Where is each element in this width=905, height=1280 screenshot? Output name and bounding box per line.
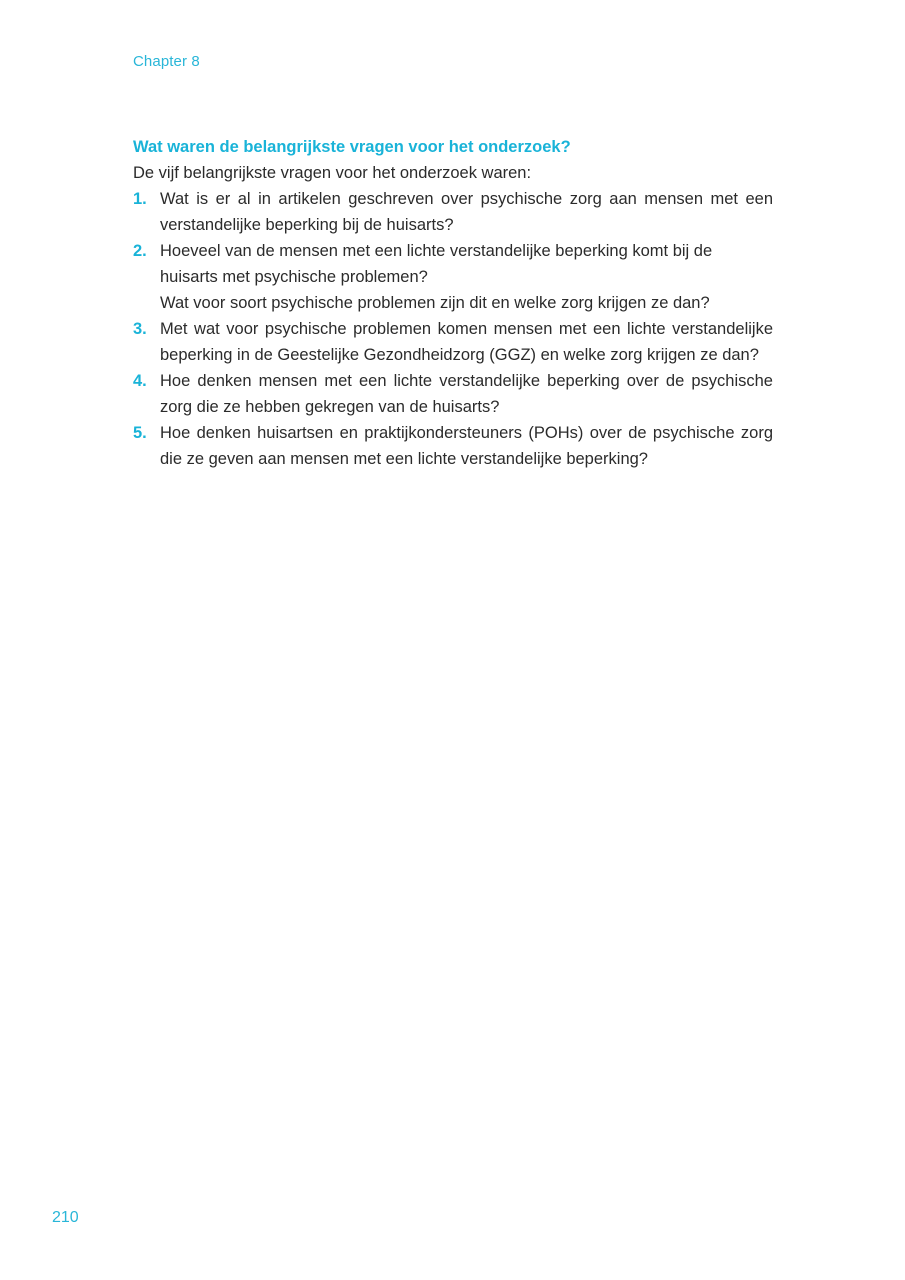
list-item-number: 1. [133,190,147,208]
list-item [133,186,773,238]
list-item-text: Wat is er al in artikelen geschreven over psychische zorg aan mensen met een verstandelijke beperking bij de huisarts? [160,190,773,234]
list-item [133,316,773,368]
running-header: Chapter 8 [133,53,200,70]
list-item-text: Hoe denken huisartsen en praktijkondersteuners (POHs) over de psychische zorg die ze geven aan mensen met een lichte verstandelijke beperking? [160,424,773,468]
intro-paragraph: De vijf belangrijkste vragen voor het onderzoek waren: [133,164,532,182]
list-item-number: 4. [133,372,147,390]
main-content [133,134,773,472]
list-item-text: Met wat voor psychische problemen komen mensen met een lichte verstandelijke beperking in de Geestelijke Gezondheidzorg (GGZ) en welke zorg krijgen ze dan? [160,320,773,364]
list-item-number: 3. [133,320,147,338]
list-item [133,238,773,316]
list-item-subtext: Wat voor soort psychische problemen zijn dit en welke zorg krijgen ze dan? [160,294,710,312]
page-number: 210 [52,1209,79,1226]
list-item-text: Hoe denken mensen met een lichte verstandelijke beperking over de psychische zorg die ze hebben gekregen van de huisarts? [160,372,773,416]
list-item-number: 5. [133,424,147,442]
list-item-number: 2. [133,242,147,260]
list-item-text: Hoeveel van de mensen met een lichte verstandelijke beperking komt bij de huisarts met psychische problemen? [160,242,713,286]
list-item [133,420,773,472]
list-item [133,368,773,420]
question-list [133,186,773,472]
section-heading: Wat waren de belangrijkste vragen voor het onderzoek? [133,138,571,156]
